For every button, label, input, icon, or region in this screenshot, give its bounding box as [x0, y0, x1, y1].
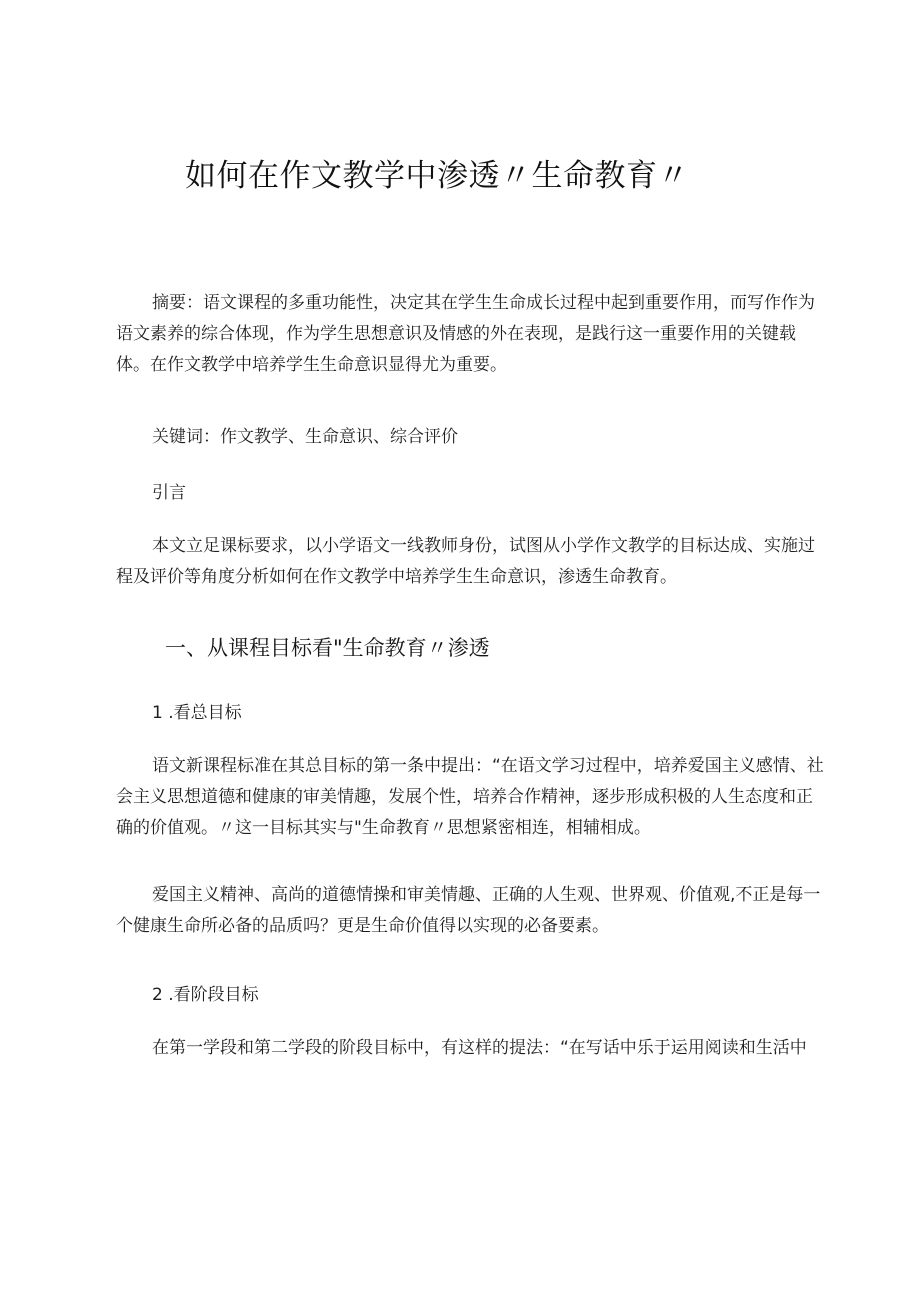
subsection-2-paragraph-1: 在第一学段和第二学段的阶段目标中，有这样的提法：“在写话中乐于运用阅读和生活中: [152, 1038, 807, 1058]
subsection-heading-2: 2 .看阶段目标: [152, 985, 259, 1005]
document-title: 如何在作文教学中渗透〃生命教育〃: [185, 158, 689, 194]
intro-paragraph: 本文立足课标要求，以小学语文一线教师身份，试图从小学作文教学的目标达成、实施过程及评价等角度分析如何在作文教学中培养学生生命意识，渗透生命教育。: [116, 536, 815, 587]
section-heading-1: 一、从课程目标看"生命教育〃渗透: [165, 636, 490, 660]
intro-heading: 引言: [152, 483, 186, 503]
subsection-heading-1: 1 .看总目标: [152, 703, 242, 723]
subsection-1-paragraph-1: 语文新课程标准在其总目标的第一条中提出：“在语文学习过程中，培养爱国主义感情、社会主义思想道德和健康的审美情趣，发展个性，培养合作精神，逐步形成积极的人生态度和正确的价值观。〃这一目标其实与"生命教育〃思想紧密相连，相辅相成。: [116, 756, 824, 838]
abstract-paragraph: 摘要：语文课程的多重功能性，决定其在学生生命成长过程中起到重要作用，而写作作为语文素养的综合体现，作为学生思想意识及情感的外在表现，是践行这一重要作用的关键载体。在作文教学中培养学生生命意识显得尤为重要。: [116, 293, 815, 375]
keywords-line: 关键词：作文教学、生命意识、综合评价: [152, 427, 458, 447]
subsection-1-paragraph-2: 爱国主义精神、高尚的道德情操和审美情趣、正确的人生观、世界观、价值观,不正是每一个健康生命所必备的品质吗？更是生命价值得以实现的必备要素。: [116, 885, 821, 936]
